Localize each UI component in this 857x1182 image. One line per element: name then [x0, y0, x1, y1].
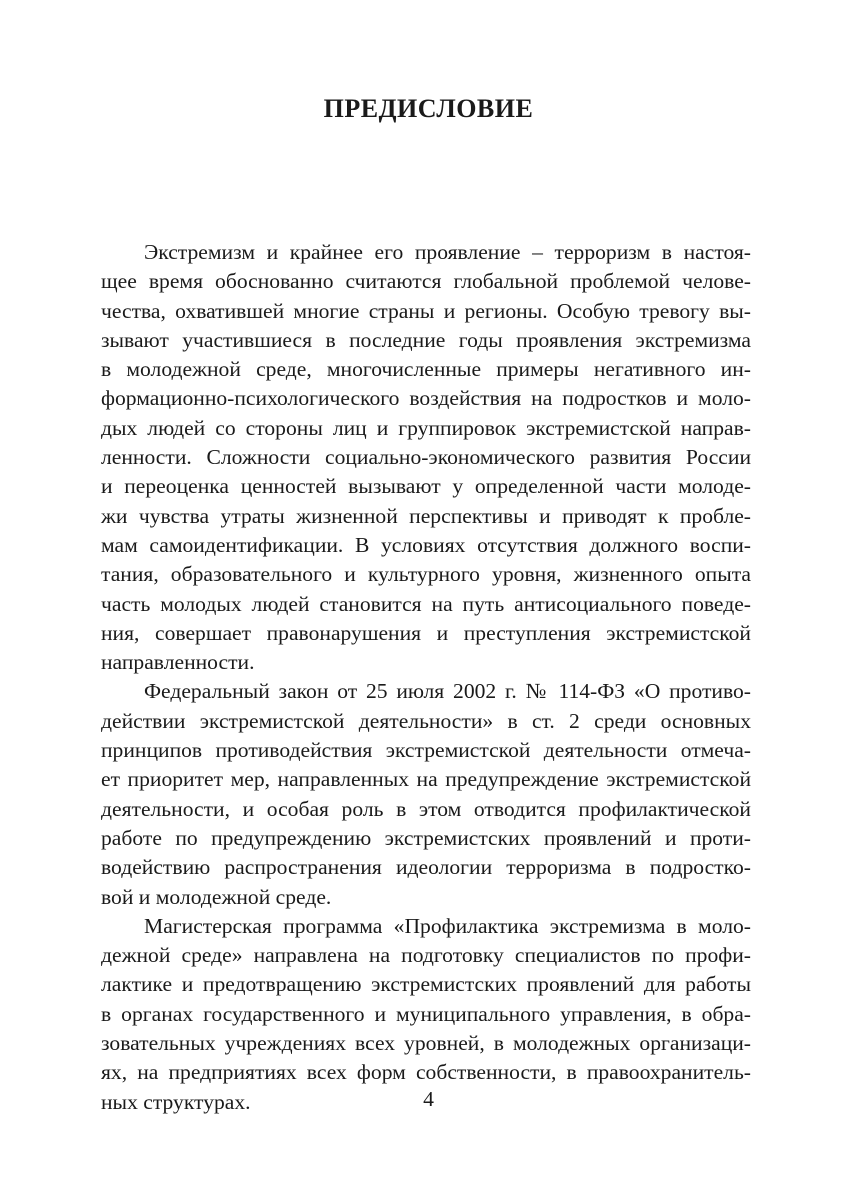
text-line: водействию распространения идеологии терроризма в подростко- [101, 855, 751, 880]
text-line: ния, совершает правонарушения и преступления экстремистской [101, 620, 751, 645]
text-line: вой и молодежной среде. [101, 884, 332, 909]
text-line: и переоценка ценностей вызывают у определенной части молоде- [101, 474, 751, 499]
text-line: мам самоидентификации. В условиях отсутствия должного воспи- [101, 532, 751, 557]
text-line: работе по предупреждению экстремистских проявлений и проти- [101, 825, 751, 850]
text-line: Федеральный закон от 25 июля 2002 г. № 114-ФЗ «О противо- [144, 679, 751, 704]
text-line: тания, образовательного и культурного уровня, жизненного опыта [101, 562, 751, 587]
text-line: зывают участившиеся в последние годы проявления экстремизма [101, 327, 751, 352]
text-line: дых людей со стороны лиц и группировок экстремистской направ- [101, 415, 751, 440]
body-text [101, 238, 751, 1117]
text-line: ет приоритет мер, направленных на предупреждение экстремистской [101, 767, 751, 792]
text-line: принципов противодействия экстремистской деятельности отмеча- [101, 738, 751, 763]
text-line: жи чувства утраты жизненной перспективы и приводят к пробле- [101, 503, 751, 528]
text-line: деятельности, и особая роль в этом отводится профилактической [101, 796, 751, 821]
page-number: 4 [423, 1087, 434, 1111]
paragraph-1 [101, 238, 751, 677]
text-line: Магистерская программа «Профилактика экстремизма в моло- [144, 913, 751, 938]
text-line: Экстремизм и крайнее его проявление – терроризм в настоя- [144, 240, 751, 264]
text-line: в молодежной среде, многочисленные примеры негативного ин- [101, 357, 751, 382]
text-line: ных структурах. [101, 1089, 251, 1114]
text-line: щее время обоснованно считаются глобальной проблемой челове- [101, 269, 751, 294]
text-line: в органах государственного и муниципального управления, в обра- [101, 1001, 751, 1026]
text-line: ях, на предприятиях всех форм собственности, в правоохранитель- [101, 1060, 751, 1085]
text-line: ленности. Сложности социально-экономического развития России [101, 445, 751, 470]
text-line: направленности. [101, 650, 255, 675]
text-line: формационно-психологического воздействия на подростков и моло- [101, 386, 751, 411]
text-line: дежной среде» направлена на подготовку специалистов по профи- [101, 943, 751, 968]
paragraph-2 [101, 677, 751, 911]
text-line: чества, охватившей многие страны и регионы. Особую тревогу вы- [101, 298, 751, 323]
page-title: ПРЕДИСЛОВИЕ [323, 94, 534, 123]
text-line: лактике и предотвращению экстремистских проявлений для работы [101, 972, 751, 997]
text-line: часть молодых людей становится на путь антисоциального поведе- [101, 591, 751, 616]
text-line: зовательных учреждениях всех уровней, в молодежных организаци- [101, 1031, 751, 1056]
text-line: действии экстремистской деятельности» в ст. 2 среди основных [101, 708, 751, 733]
